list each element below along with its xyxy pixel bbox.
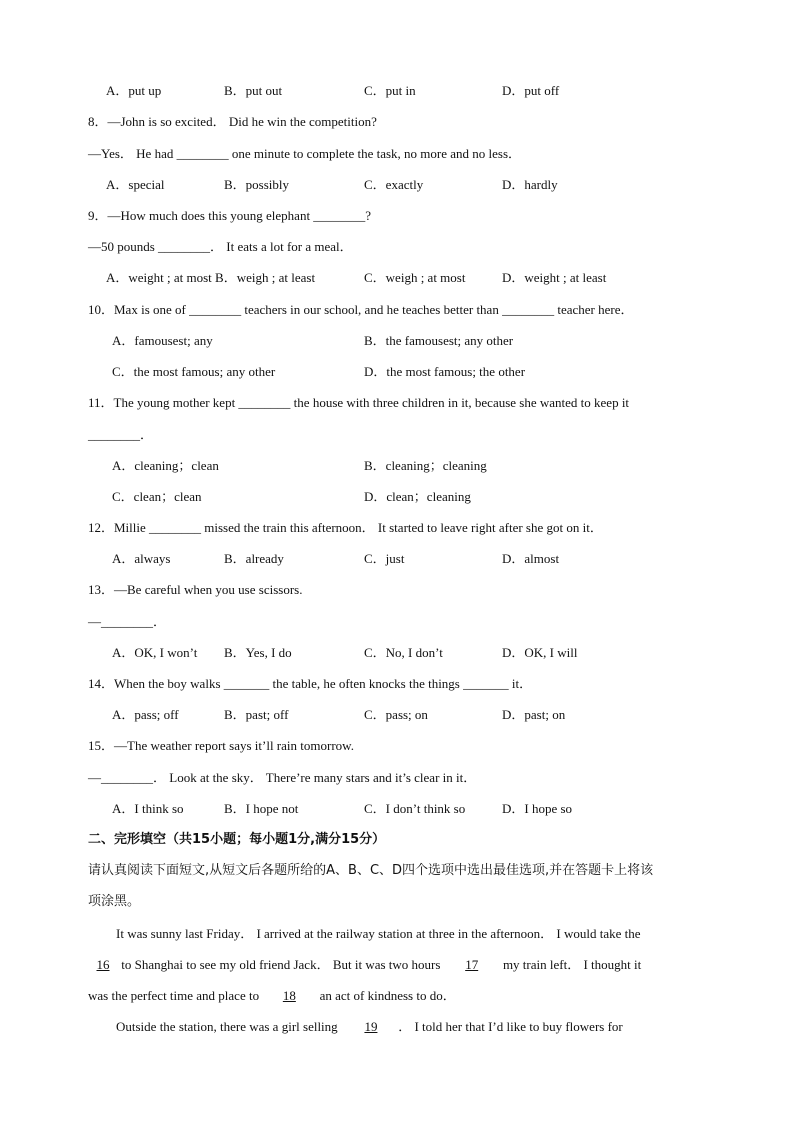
q13-stem: 13．—Be careful when you use scissors. — [88, 582, 303, 597]
q15-option-a[interactable]: A．I think so — [112, 801, 184, 816]
q8-option-d[interactable]: D．hardly — [502, 177, 558, 192]
q7-option-c[interactable]: C．put in — [364, 83, 416, 98]
q8-option-b[interactable]: B．possibly — [224, 177, 290, 192]
q14-option-a[interactable]: A．pass; off — [112, 707, 179, 722]
q8-reply: —Yes． He had ________ one minute to complete the task, no more and no less． — [88, 146, 522, 161]
passage-paragraph-1-line-2 — [88, 956, 641, 974]
q11-option-a[interactable]: A．cleaning；clean — [112, 458, 219, 473]
q14-option-b[interactable]: B．past; off — [224, 707, 289, 722]
q15-reply: —________． Look at the sky． There’re many stars and it’s clear in it． — [88, 770, 477, 785]
q7-option-b[interactable]: B．put out — [224, 83, 283, 98]
q10-option-d[interactable]: D．the most famous; the other — [364, 364, 526, 379]
passage-paragraph-2-line-1 — [116, 1018, 623, 1036]
passage-text: Outside the station, there was a girl selling — [116, 1019, 338, 1034]
q9-stem: 9．—How much does this young elephant ________? — [88, 208, 372, 223]
q8-option-a[interactable]: A．special — [106, 177, 165, 192]
q7-option-d[interactable]: D．put off — [502, 83, 560, 98]
section-heading: 二、完形填空（共15小题；每小题1分,满分15分） — [88, 832, 386, 847]
section-instruction: 请认真阅读下面短文,从短文后各题所给的A、B、C、D四个选项中选出最佳选项,并在答题卡上将该 — [88, 863, 654, 878]
blank-19[interactable]: 19 — [364, 1019, 378, 1034]
q11-option-c[interactable]: C．clean；clean — [112, 489, 202, 504]
q11-stem: 11．The young mother kept ________ the house with three children in it, because she wanted to keep it — [88, 395, 630, 410]
q14-option-d[interactable]: D．past; on — [502, 707, 566, 722]
passage-paragraph-1-line-3 — [88, 987, 456, 1005]
q9-option-ab[interactable]: A．weight ; at most B．weigh ; at least — [106, 270, 316, 285]
passage-text: to Shanghai to see my old friend Jack． But it was two hours — [121, 957, 441, 972]
q11-option-d[interactable]: D．clean；cleaning — [364, 489, 471, 504]
q8-option-c[interactable]: C．exactly — [364, 177, 424, 192]
q15-option-b[interactable]: B．I hope not — [224, 801, 299, 816]
blank-16[interactable]: 16 — [96, 957, 110, 972]
q10-option-a[interactable]: A．famousest; any — [112, 333, 213, 348]
q12-option-a[interactable]: A．always — [112, 551, 171, 566]
q12-stem: 12．Millie ________ missed the train this afternoon． It started to leave right after she got on it． — [88, 520, 603, 535]
q7-option-a[interactable]: A．put up — [106, 83, 162, 98]
blank-18[interactable]: 18 — [282, 988, 296, 1003]
q13-option-c[interactable]: C．No, I don’t — [364, 645, 443, 660]
q15-option-d[interactable]: D．I hope so — [502, 801, 573, 816]
q14-option-c[interactable]: C．pass; on — [364, 707, 428, 722]
q13-reply: —________． — [88, 614, 167, 629]
q13-option-b[interactable]: B．Yes, I do — [224, 645, 292, 660]
section-instruction-continued: 项涂黑。 — [88, 894, 141, 909]
blank-17[interactable]: 17 — [465, 957, 479, 972]
passage-text: an act of kindness to do． — [319, 988, 456, 1003]
q9-option-d[interactable]: D．weight ; at least — [502, 270, 607, 285]
q10-stem: 10．Max is one of ________ teachers in our school, and he teaches better than ________ teacher here． — [88, 302, 634, 317]
passage-paragraph-1-line-1: It was sunny last Friday． I arrived at the railway station at three in the afternoon． I would take the — [116, 926, 641, 941]
q14-stem: 14．When the boy walks _______ the table, he often knocks the things _______ it． — [88, 676, 533, 691]
q12-option-c[interactable]: C．just — [364, 551, 405, 566]
q13-option-d[interactable]: D．OK, I will — [502, 645, 578, 660]
q10-option-b[interactable]: B．the famousest; any other — [364, 333, 514, 348]
q15-option-c[interactable]: C．I don’t think so — [364, 801, 466, 816]
q10-option-c[interactable]: C．the most famous; any other — [112, 364, 276, 379]
q11-stem-continued: ________． — [88, 427, 154, 442]
q12-option-d[interactable]: D．almost — [502, 551, 560, 566]
q15-stem: 15．—The weather report says it’ll rain tomorrow. — [88, 738, 354, 753]
q8-stem: 8．—John is so excited． Did he win the competition? — [88, 114, 377, 129]
q13-option-a[interactable]: A．OK, I won’t — [112, 645, 198, 660]
q12-option-b[interactable]: B．already — [224, 551, 284, 566]
q9-reply: —50 pounds ________． It eats a lot for a meal． — [88, 239, 353, 254]
q9-option-c[interactable]: C．weigh ; at most — [364, 270, 466, 285]
passage-text: was the perfect time and place to — [88, 988, 260, 1003]
q11-option-b[interactable]: B．cleaning；cleaning — [364, 458, 487, 473]
passage-text: my train left． I thought it — [502, 957, 642, 972]
passage-text: ． I told her that I’d like to buy flowers for — [398, 1019, 623, 1034]
